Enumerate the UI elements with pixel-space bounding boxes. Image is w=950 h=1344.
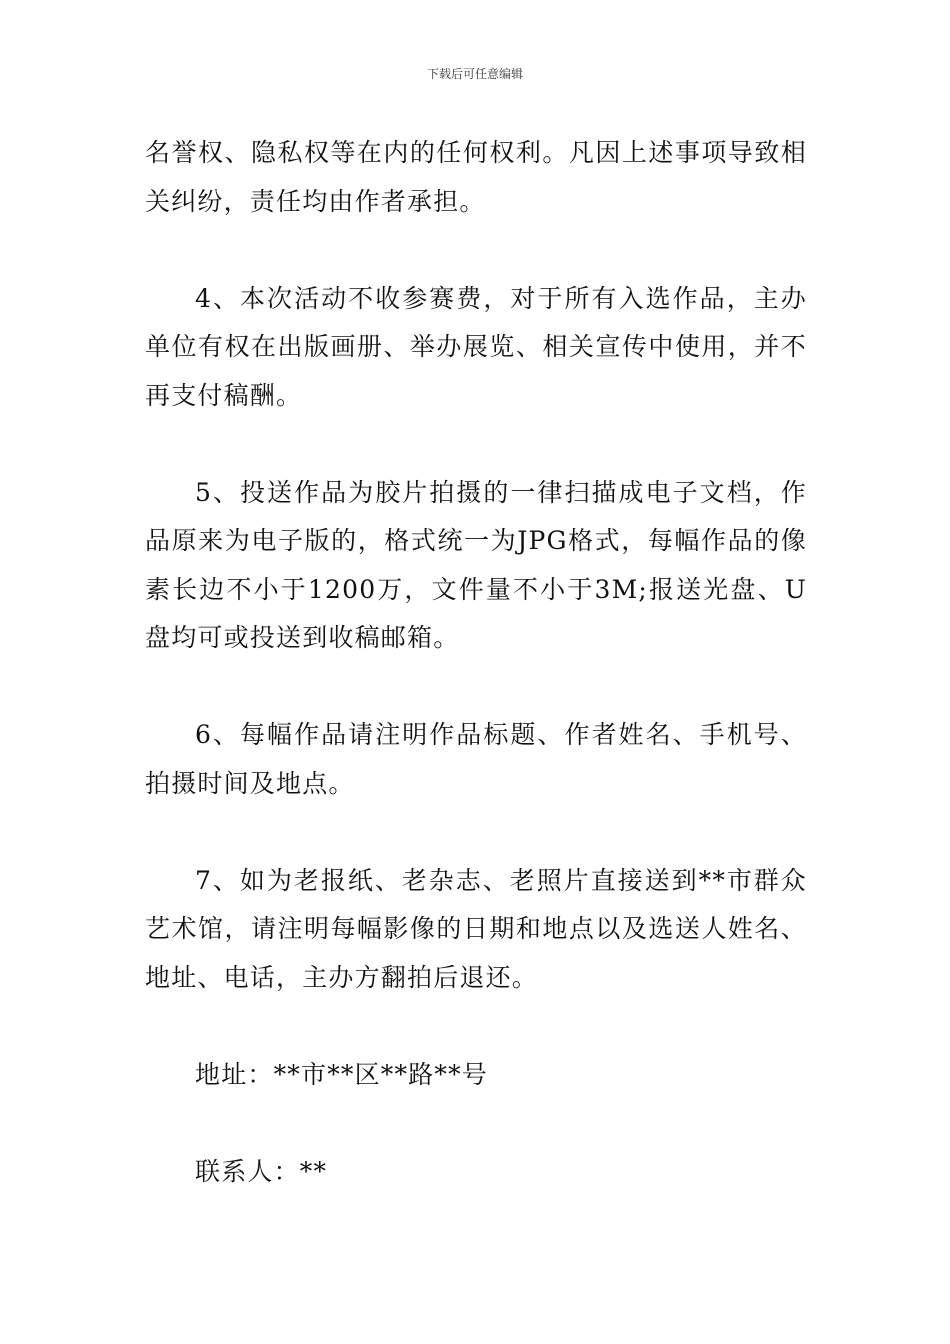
paragraph-item-5: 5、投送作品为胶片拍摄的一律扫描成电子文档，作品原来为电子版的，格式统一为JPG格式，每幅作品的像素长边不小于1200万，文件量不小于3M;报送光盘、U盘均可或投送到收稿邮箱。 (145, 477, 807, 652)
paragraph-address: 地址：**市**区**路**号 (195, 1059, 489, 1089)
document-body (145, 129, 807, 1196)
page-header: 下载后可任意编辑 (426, 67, 523, 81)
paragraph-rights-continuation: 名誉权、隐私权等在内的任何权利。凡因上述事项导致相关纠纷，责任均由作者承担。 (145, 138, 807, 216)
paragraph-item-7: 7、如为老报纸、老杂志、老照片直接送到**市群众艺术馆，请注明每幅影像的日期和地点以及选送人姓名、地址、电话，主办方翻拍后退还。 (145, 865, 807, 992)
paragraph-item-6: 6、每幅作品请注明作品标题、作者姓名、手机号、拍摄时间及地点。 (145, 720, 807, 798)
paragraph-contact: 联系人：** (195, 1156, 328, 1186)
paragraph-item-4: 4、本次活动不收参赛费，对于所有入选作品，主办单位有权在出版画册、举办展览、相关宣传中使用，并不再支付稿酬。 (145, 283, 807, 410)
